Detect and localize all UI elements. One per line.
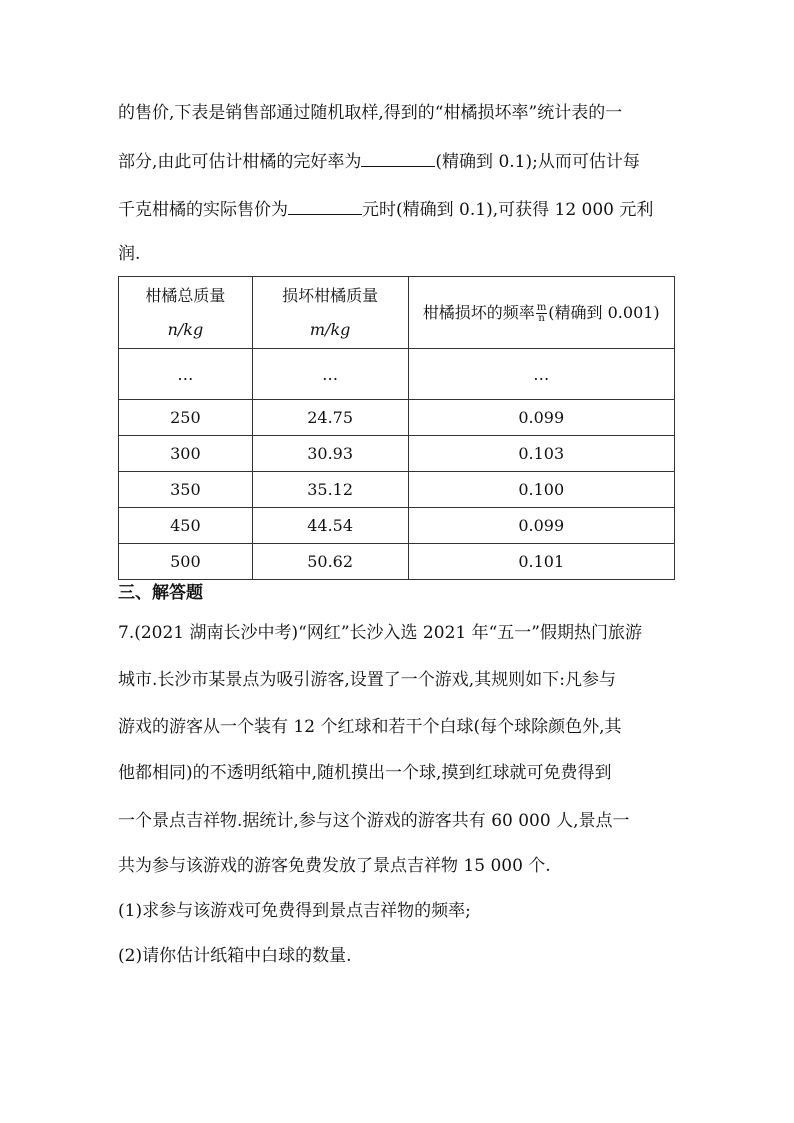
table-row bbox=[119, 508, 675, 544]
intro-line-2 bbox=[118, 141, 678, 183]
table-row bbox=[119, 472, 675, 508]
table-cell: 50.62 bbox=[252, 544, 408, 580]
intro-line-3-start: 千克柑橘的实际售价为 bbox=[118, 200, 288, 220]
fraction-m-over-n bbox=[536, 303, 547, 324]
table-cell: 0.101 bbox=[408, 544, 675, 580]
table-cell: 0.100 bbox=[408, 472, 675, 508]
table-cell: 0.099 bbox=[408, 400, 675, 436]
table-cell: 44.54 bbox=[252, 508, 408, 544]
intro-line-1: 的售价,下表是销售部通过随机取样,得到的“柑橘损坏率”统计表的一 bbox=[118, 103, 623, 123]
question-7-line: 7.(2021 湖南长沙中考)“网红”长沙入选 2021 年“五一”假期热门旅游 bbox=[118, 623, 642, 643]
table-header-row bbox=[119, 277, 675, 349]
table-cell: … bbox=[408, 349, 675, 400]
header-total-mass bbox=[119, 277, 253, 349]
table-row bbox=[119, 349, 675, 400]
question-7-line: 共为参与该游戏的游客免费发放了景点吉祥物 15 000 个. bbox=[118, 856, 551, 876]
table-cell: 24.75 bbox=[252, 400, 408, 436]
table-cell: 500 bbox=[119, 544, 253, 580]
question-7-line: 城市.长沙市某景点为吸引游客,设置了一个游戏,其规则如下:凡参与 bbox=[118, 670, 616, 690]
table-row bbox=[119, 400, 675, 436]
header-frequency bbox=[408, 277, 675, 349]
header-total-mass-label: 柑橘总质量 bbox=[145, 285, 226, 305]
intro-line-2-start: 部分,由此可估计柑橘的完好率为 bbox=[118, 152, 362, 172]
intro-line-4: 润. bbox=[118, 244, 141, 264]
fraction-denominator: n bbox=[538, 312, 545, 324]
header-damaged-mass-label: 损坏柑橘质量 bbox=[282, 285, 379, 305]
intro-line-3 bbox=[118, 189, 678, 231]
table-row bbox=[119, 544, 675, 580]
table-cell: 0.099 bbox=[408, 508, 675, 544]
header-damaged-mass bbox=[252, 277, 408, 349]
question-7-line: 他都相同)的不透明纸箱中,随机摸出一个球,摸到红球就可免费得到 bbox=[118, 763, 612, 783]
sub-question-2: (2)请你估计纸箱中白球的数量. bbox=[118, 946, 352, 966]
answer-blank-2 bbox=[288, 200, 362, 215]
table-cell: 450 bbox=[119, 508, 253, 544]
sub-question-1: (1)求参与该游戏可免费得到景点吉祥物的频率; bbox=[118, 901, 471, 921]
header-damaged-mass-unit: m/kg bbox=[309, 319, 351, 339]
table-row bbox=[119, 436, 675, 472]
table-cell: … bbox=[252, 349, 408, 400]
question-7-line: 游戏的游客从一个装有 12 个红球和若干个白球(每个球除颜色外,其 bbox=[118, 717, 622, 737]
table-cell: … bbox=[119, 349, 253, 400]
header-total-mass-unit: n/kg bbox=[167, 319, 204, 339]
header-frequency-precision: (精确到 0.001) bbox=[548, 302, 660, 322]
intro-line-3-end: 元时(精确到 0.1),可获得 12 000 元利 bbox=[362, 200, 654, 220]
table-cell: 350 bbox=[119, 472, 253, 508]
table-cell: 30.93 bbox=[252, 436, 408, 472]
header-frequency-label: 柑橘损坏的频率 bbox=[422, 302, 535, 322]
frequency-table bbox=[118, 276, 675, 580]
answer-blank-1 bbox=[361, 152, 435, 167]
table-cell: 35.12 bbox=[252, 472, 408, 508]
intro-line-2-end: (精确到 0.1);从而可估计每 bbox=[435, 152, 640, 172]
question-7-line: 一个景点吉祥物.据统计,参与这个游戏的游客共有 60 000 人,景点一 bbox=[118, 811, 630, 831]
section-title: 三、解答题 bbox=[118, 583, 203, 603]
table-cell: 0.103 bbox=[408, 436, 675, 472]
fraction-numerator: m bbox=[536, 301, 547, 313]
table-cell: 300 bbox=[119, 436, 253, 472]
table-cell: 250 bbox=[119, 400, 253, 436]
